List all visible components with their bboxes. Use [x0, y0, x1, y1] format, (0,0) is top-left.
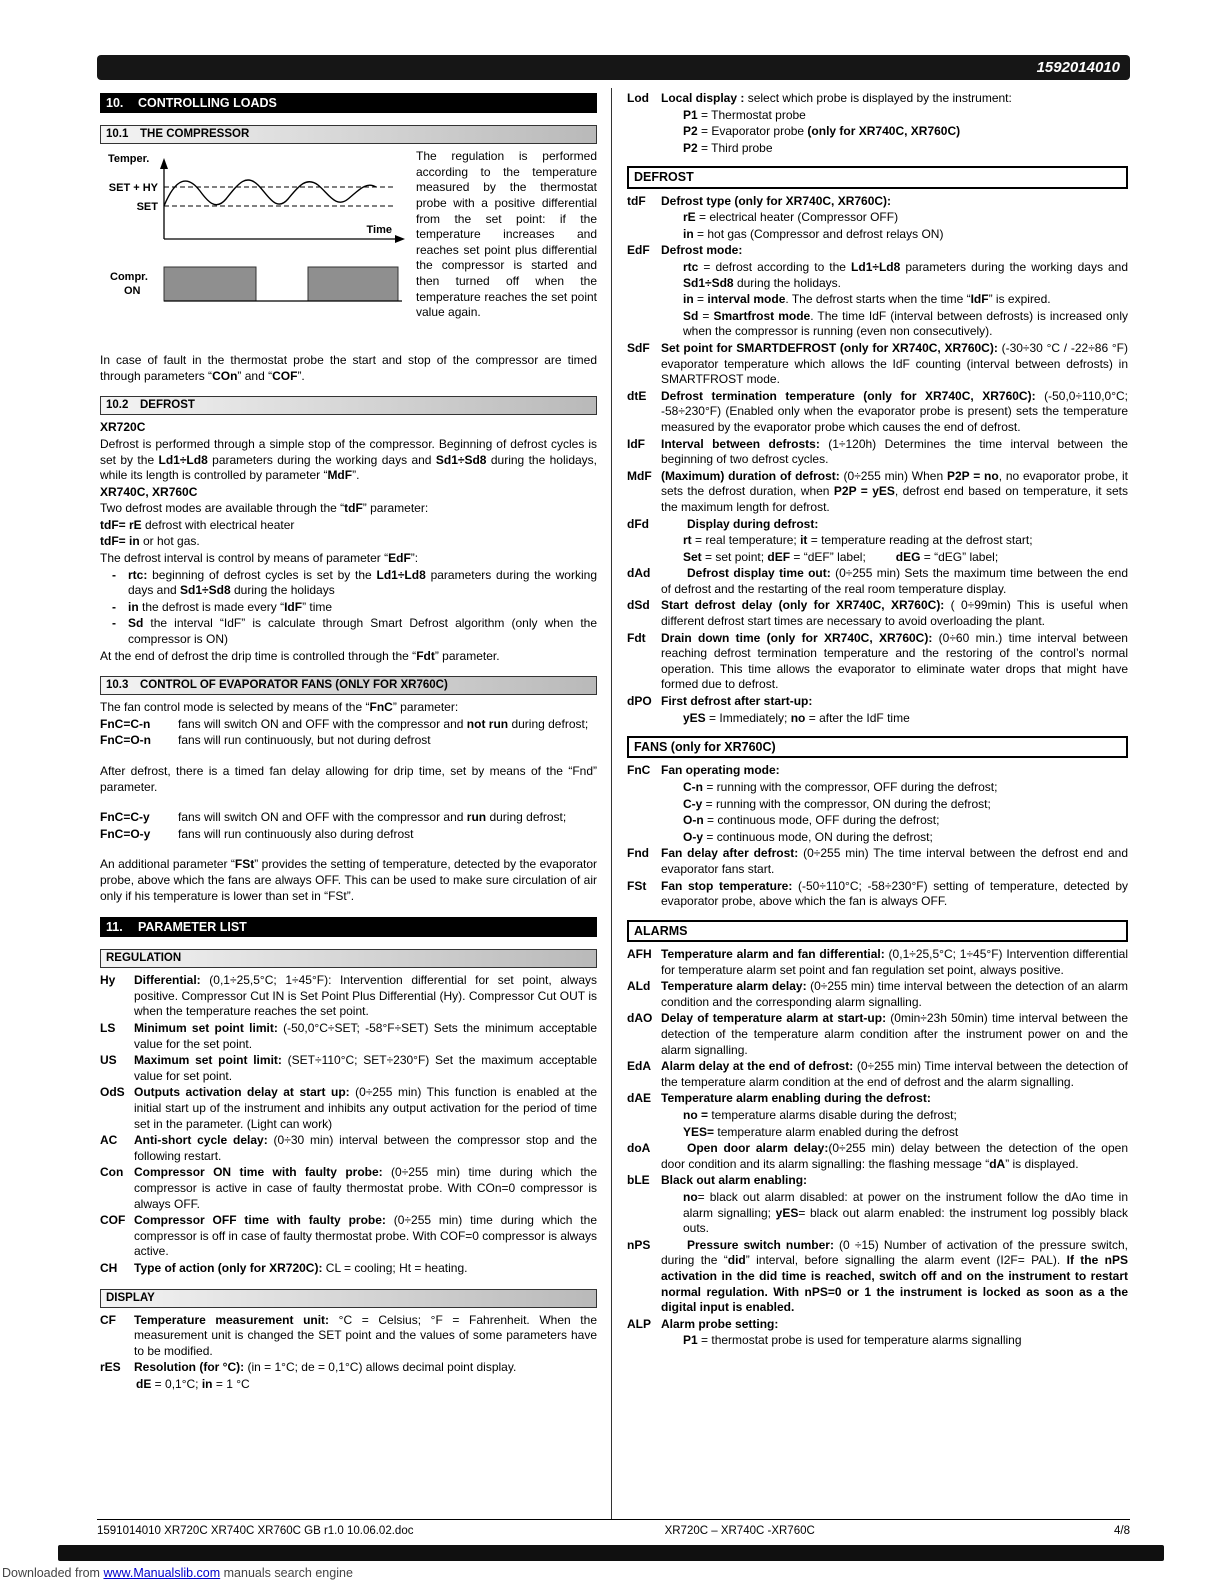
param-entry-OdS [100, 1085, 597, 1132]
param-entry-ALd [627, 979, 1128, 1010]
param-text: Defrost type (only for XR740C, XR760C): [661, 193, 892, 208]
param-entry-dSd [627, 598, 1128, 629]
param-text: Alarm delay at the end of defrost: (0÷255 min) Time interval between the detection of the temperature alarm condition at the end of defrost and the alarm signalling. [661, 1059, 1129, 1089]
param-code: CH [100, 1260, 118, 1275]
regulation-params-list [100, 973, 597, 1276]
text-line [100, 551, 597, 567]
param-text: YES= temperature alarm enabled during the defrost [683, 1124, 959, 1139]
param-text: Differential: (0,1÷25,5°C; 1÷45°F): Intervention differential for set point, always positive. Compressor Cut IN is Set Point Plus Differential (Hy). Compressor Cut OUT is when the temperature reaches the set point. [134, 973, 597, 1019]
param-code: SdF [627, 340, 650, 355]
param-code: EdA [627, 1059, 651, 1074]
param-text: Compressor OFF time with faulty probe: (0÷255 min) time during which the compressor is off in case of faulty thermostat probe. With COF=0 compressor is always active. [134, 1213, 597, 1259]
param-text: fans will switch ON and OFF with the compressor and run during defrost; [178, 810, 567, 825]
param-code: bLE [627, 1173, 650, 1188]
section-11-header [100, 917, 597, 937]
param-entry- [112, 616, 597, 647]
text-line [683, 550, 1128, 566]
section-number: 10. [106, 96, 124, 110]
column-divider [611, 88, 612, 1519]
param-text: in = interval mode. The defrost starts when the time “IdF” is expired. [683, 292, 1051, 307]
param-text: dE = 0,1°C; in = 1 °C [136, 1376, 250, 1391]
param-code: Fnd [627, 846, 649, 861]
param-text: Open door alarm delay:(0÷255 min) delay between the detection of the open door condition and its alarm signalling: the flashing message “dA” is displayed. [661, 1141, 1128, 1171]
text-line [683, 210, 1128, 226]
param-text: Fan operating mode: [661, 763, 780, 778]
param-entry-LS [100, 1021, 597, 1052]
param-text: yES = Immediately; no = after the IdF time [683, 710, 910, 725]
doc-number: 1592014010 [1036, 58, 1120, 76]
param-text: Alarm probe setting: [661, 1316, 779, 1331]
watermark-suffix: manuals search engine [220, 1566, 353, 1580]
params-group-title: DISPLAY [106, 1291, 155, 1304]
param-entry-IdF [627, 437, 1128, 468]
param-code: Hy [100, 973, 116, 988]
param-entry-CH [100, 1261, 597, 1277]
param-text: C-y = running with the compressor, ON during the defrost; [683, 796, 991, 811]
param-code: FnC=C-y [100, 810, 150, 825]
footer-filename: 1591014010 XR720C XR740C XR760C GB r1.0 10.06.02.doc [97, 1525, 414, 1537]
param-code: ALd [627, 979, 651, 994]
param-entry-ALP [627, 1317, 1128, 1333]
display-params-list [100, 1313, 597, 1393]
param-code: CF [100, 1312, 116, 1327]
header-bar [97, 55, 1130, 80]
text-line [683, 1190, 1128, 1237]
param-entry-dFd [627, 517, 1128, 533]
param-text: C-n = running with the compressor, OFF during the defrost; [683, 780, 998, 795]
regulation-params-header [100, 949, 597, 968]
text-line [100, 518, 597, 534]
defrost-section-text [100, 420, 597, 664]
param-entry-Hy [100, 973, 597, 1020]
param-entry-AC [100, 1133, 597, 1164]
text-line [683, 124, 1128, 140]
text-line [100, 485, 597, 501]
param-text: P1 = thermostat probe is used for temperature alarms signalling [683, 1333, 1022, 1348]
param-code: nPS [627, 1237, 651, 1252]
param-text: in = hot gas (Compressor and defrost relays ON) [683, 226, 944, 241]
param-text: Local display : select which probe is displayed by the instrument: [661, 91, 1012, 105]
param-code: FnC=O-n [100, 733, 151, 748]
param-text: Set = set point; dEF = “dEF” label; dEG = “dEG” label; [683, 549, 999, 564]
text-line [100, 764, 597, 795]
subsection-number: 10.1 [106, 128, 129, 141]
download-watermark [2, 1565, 353, 1581]
section-10-header [100, 93, 597, 113]
subsection-number: 10.3 [106, 679, 129, 692]
text-line [100, 649, 597, 665]
section-10-1-header [100, 125, 597, 144]
param-code: EdF [627, 243, 650, 258]
footer-page-number: 4/8 [1114, 1525, 1130, 1537]
temperature-curve [164, 180, 376, 206]
param-entry-AFH [627, 947, 1128, 978]
param-code: FnC=O-y [100, 826, 151, 841]
param-entry-dAd [627, 566, 1128, 597]
param-entry-dAE [627, 1091, 1128, 1107]
text-line [100, 437, 597, 484]
param-text: Start defrost delay (only for XR740C, XR760C): ( 0÷99min) This is useful when different defrost start times are necessary to avoid overloading the plant. [661, 598, 1128, 629]
param-entry-Fnd [627, 846, 1128, 877]
param-text: Temperature alarm and fan differential: (0,1÷25,5°C; 1÷45°F) Intervention differential for temperature alarm set point and fan regulation set point, always positive. [661, 947, 1128, 977]
param-code: FnC=C-n [100, 716, 151, 731]
param-text: Fan stop temperature: (-50÷110°C; -58÷230°F) setting of temperature, detected by evaporator probe, above which the fan is always OFF. [661, 878, 1128, 909]
param-code: FnC [627, 763, 651, 778]
regulation-description: The regulation is performed according to the temperature measured by the thermostat probe with a positive differential from the set point: if the temperature increases and reaches set point plus differential the compressor is started and then turned off when the temperature reaches the set point value again. [416, 149, 597, 320]
param-text: Defrost display time out: (0÷255 min) Sets the maximum time between the end of defrost and the restarting of the real room temperature display. [661, 566, 1128, 596]
param-text: Temperature alarm enabling during the defrost: [661, 1091, 931, 1106]
param-text: (Maximum) duration of defrost: (0÷255 min) When P2P = no, no evaporator probe, it sets the defrost duration, when P2P = yES, defrost end based on temperature, it sets the maximum length for defrost. [661, 468, 1129, 514]
text-line [100, 700, 597, 716]
param-entry-COF [100, 1213, 597, 1260]
param-text: Sd = Smartfrost mode. The time IdF (interval between defrosts) is increased only when the compressor is running (even non consecutively). [683, 308, 1128, 339]
param-entry-FSt [627, 879, 1128, 910]
param-code: FSt [627, 878, 647, 893]
param-text: Pressure switch number: (0 ÷15) Number of activation of the pressure switch, during the “did” interval, before signalling the alarm event (I2F= PAL). If the nPS activation in the did time is reached, switch off and on the instrument to restart normal regulation. With nPS=0 or 1 the instrument is locked as soon as a the digital input is enabled. [661, 1237, 1129, 1315]
param-code: AFH [627, 947, 652, 962]
param-entry-US [100, 1053, 597, 1084]
diagram-time-label: Time [366, 224, 392, 237]
compressor-on-block-1 [164, 267, 256, 301]
right-column [627, 91, 1128, 1350]
section-title: CONTROLLING LOADS [138, 96, 277, 110]
param-text: The fan control mode is selected by means of the “FnC” parameter: [100, 700, 459, 715]
param-text: tdF= in or hot gas. [100, 534, 200, 549]
param-text: O-n = continuous mode, OFF during the defrost; [683, 813, 940, 828]
fans-params-list [627, 763, 1128, 909]
param-text: P2 = Third probe [683, 140, 773, 155]
param-text: Delay of temperature alarm at start-up: (0min÷23h 50min) time interval between the detection of the temperature alarm condition after the instrument power on and the alarm signalling. [661, 1011, 1128, 1057]
alarms-params-list [627, 947, 1128, 1349]
fault-paragraph: In case of fault in the thermostat probe the start and stop of the compressor are timed through parameters “COn” and “COF”. [100, 353, 597, 383]
text-line [100, 501, 597, 517]
param-code: - [112, 616, 116, 631]
param-entry-EdA [627, 1059, 1128, 1090]
param-text: Defrost mode: [661, 243, 743, 258]
subsection-title: THE COMPRESSOR [140, 128, 250, 141]
param-code: US [100, 1053, 117, 1068]
param-entry-doA [627, 1141, 1128, 1172]
param-text: P2 = Evaporator probe (only for XR740C, XR760C) [683, 124, 961, 139]
param-code: ALP [627, 1316, 651, 1331]
param-text: After defrost, there is a timed fan delay allowing for drip time, set by means of the “Fnd” parameter. [100, 763, 597, 794]
param-entry-FnC [627, 763, 1128, 779]
section-number: 11. [106, 920, 123, 935]
text-line [683, 1125, 1128, 1141]
display-params-header [100, 1289, 597, 1308]
compressor-figure-row [100, 149, 597, 347]
fan-control-section-text [100, 700, 597, 904]
param-text: fans will run continuously, but not during defrost [178, 733, 431, 748]
diagram-temper-label: Temper. [108, 153, 150, 166]
param-entry-bLE [627, 1173, 1128, 1189]
param-text: XR720C [100, 420, 146, 435]
text-line [100, 857, 597, 904]
param-text: XR740C, XR760C [100, 484, 198, 499]
alarms-params-header: ALARMS [627, 920, 1128, 942]
section-10-3-header [100, 676, 597, 695]
param-text: Display during defrost: [687, 516, 819, 531]
text-line [683, 780, 1128, 796]
param-code: MdF [627, 468, 652, 483]
param-text: Set point for SMARTDEFROST (only for XR740C, XR760C): (-30÷30 °C / -22÷86 °F) evaporator temperature which allows the IdF counting (interval between defrosts) in SMARTFROST mode. [661, 340, 1128, 387]
x-axis-arrow [395, 235, 405, 243]
param-text: Black out alarm enabling: [661, 1173, 808, 1188]
param-entry-FnCCn [100, 717, 597, 733]
param-code: COF [100, 1213, 126, 1228]
text-line [683, 227, 1128, 243]
param-code: dSd [627, 598, 650, 613]
text-line [683, 292, 1128, 308]
param-entry-nPS [627, 1238, 1128, 1316]
param-code: Lod [627, 91, 649, 105]
param-text: in the defrost is made every “IdF” time [128, 599, 333, 614]
param-text: First defrost after start-up: [661, 694, 813, 709]
text-line [683, 830, 1128, 846]
param-text: Minimum set point limit: (-50,0°C÷SET; -58°F÷SET) Sets the minimum acceptable value for the set point. [134, 1021, 597, 1051]
page-footer [97, 1524, 1130, 1539]
param-text: Interval between defrosts: (1÷120h) Determines the time interval between the beginning of two defrost cycles. [661, 436, 1128, 467]
text-line [683, 141, 1128, 157]
param-text: Anti-short cycle delay: (0÷30 min) interval between the compressor stop and the following restart. [134, 1133, 598, 1163]
left-column [100, 93, 597, 1393]
params-group-title: REGULATION [106, 952, 182, 965]
subsection-title: DEFROST [140, 399, 195, 412]
defrost-params-list [627, 194, 1128, 727]
param-text: Two defrost modes are available through the “tdF” parameter: [100, 501, 429, 516]
param-entry-FnCCy [100, 810, 597, 826]
diagram-compr-label: Compr. [110, 271, 148, 284]
text-line [136, 1377, 597, 1393]
param-text: fans will run continuously also during defrost [178, 826, 414, 841]
param-text: Temperature alarm delay: (0÷255 min) time interval between the detection of an alarm condition and the corresponding alarm signalling. [661, 979, 1129, 1009]
param-code: Con [100, 1165, 124, 1180]
param-code: - [112, 567, 116, 582]
param-text: no = temperature alarms disable during the defrost; [683, 1108, 957, 1122]
bottom-black-bar [58, 1545, 1164, 1561]
param-entry-MdF [627, 469, 1128, 516]
param-text: Temperature measurement unit: °C = Celsius; °F = Fahrenheit. When the measurement unit is changed the SET point and the values of some parameters have to be modified. [134, 1312, 597, 1358]
param-entry- [112, 568, 597, 599]
param-text: The defrost interval is control by means of parameter “EdF”: [100, 551, 419, 566]
footer-models: XR720C – XR740C -XR760C [664, 1525, 815, 1537]
section-10-2-header [100, 396, 597, 415]
param-entry-dAO [627, 1011, 1128, 1058]
param-code: - [112, 599, 116, 614]
param-entry-Lod [627, 91, 1128, 107]
text-line [683, 533, 1128, 549]
text-line [683, 813, 1128, 829]
param-entry-Fdt [627, 631, 1128, 693]
param-entry-rES [100, 1360, 597, 1376]
text-line [683, 260, 1128, 291]
param-entry- [112, 600, 597, 616]
text-line [100, 420, 597, 436]
subsection-number: 10.2 [106, 399, 129, 412]
param-text: Defrost termination temperature (only for XR740C, XR760C): (-50,0÷110,0°C; -58÷230°F) (Enabled only when the evaporator probe is present) sets the temperature measured by the evaporator probe which causes the end of defrost. [661, 388, 1128, 434]
param-code: AC [100, 1133, 118, 1148]
param-entry-tdF [627, 194, 1128, 210]
param-text: rtc = defrost according to the Ld1÷Ld8 parameters during the working days and Sd1÷Sd8 during the holidays. [683, 260, 1129, 290]
watermark-prefix: Downloaded from [2, 1566, 104, 1580]
param-code: OdS [100, 1085, 125, 1100]
param-entry-CF [100, 1313, 597, 1360]
text-line [683, 108, 1128, 124]
text-line [683, 1333, 1128, 1349]
param-text: Maximum set point limit: (SET÷110°C; SET÷230°F) Set the maximum acceptable value for set point. [134, 1053, 597, 1083]
footer-rule [97, 1519, 1130, 1520]
section-title: PARAMETER LIST [138, 920, 247, 935]
param-entry-FnCOy [100, 827, 597, 843]
subsection-title: CONTROL OF EVAPORATOR FANS (ONLY FOR XR760C) [140, 679, 448, 692]
manualslib-link[interactable]: www.Manualslib.com [103, 1566, 221, 1580]
param-entry-Con [100, 1165, 597, 1212]
param-text: no= black out alarm disabled: at power on the instrument follow the dAo time in alarm signalling; yES= black out alarm enabled: the instrument log possibly black outs. [683, 1189, 1129, 1236]
param-code: doA [627, 1141, 651, 1156]
text-line [683, 797, 1128, 813]
diagram-on-label: ON [124, 285, 141, 298]
param-entry-dPO [627, 694, 1128, 710]
compressor-on-block-2 [308, 267, 398, 301]
param-code: dPO [627, 694, 652, 709]
param-text: P1 = Thermostat probe [683, 107, 806, 122]
text-line [100, 534, 597, 550]
text-line [683, 1108, 1128, 1124]
param-code: tdF [627, 193, 646, 208]
param-text: Fan delay after defrost: (0÷255 min) The time interval between the defrost end and evaporator fans start. [661, 846, 1129, 877]
param-text: An additional parameter “FSt” provides the setting of temperature, detected by the evaporator probe, above which the fans are always OFF. This can be used to make sure circulation of air only if his temperature is lower than set in “FSt”. [100, 857, 597, 903]
diagram-set-label: SET [136, 201, 158, 214]
param-code: Fdt [627, 630, 646, 645]
param-text: Sd the interval “IdF” is calculate through Smart Defrost algorithm (only when the compressor is ON) [128, 616, 597, 647]
y-axis-arrow [160, 158, 168, 169]
param-code: dFd [627, 516, 649, 531]
param-text: Type of action (only for XR720C): CL = cooling; Ht = heating. [134, 1260, 468, 1275]
defrost-params-header: DEFROST [627, 166, 1128, 188]
param-code: dtE [627, 388, 647, 403]
param-entry-SdF [627, 341, 1128, 388]
param-text: Outputs activation delay at start up: (0÷255 min) This function is enabled at the initial start up of the instrument and inhibits any output activation for the period of time set in the parameter. (Light can work) [134, 1085, 598, 1131]
param-text: At the end of defrost the drip time is controlled through the “Fdt” parameter. [100, 648, 500, 663]
param-code: rES [100, 1360, 121, 1375]
param-text: Compressor ON time with faulty probe: (0÷255 min) time during which the compressor is active in case of faulty thermostat probe. With COn=0 compressor is always OFF. [134, 1165, 597, 1211]
param-entry-dtE [627, 389, 1128, 436]
param-text: Resolution (for °C): (in = 1°C; de = 0,1°C) allows decimal point display. [134, 1360, 517, 1375]
param-text: O-y = continuous mode, ON during the defrost; [683, 829, 933, 844]
diagram-set-hy-label: SET + HY [108, 182, 158, 195]
param-text: Drain down time (only for XR740C, XR760C): (0÷60 min.) time interval between reaching defrost termination temperature and the restoring of the control’s normal operation. This time allows the evaporator to eliminate water drops that might have formed due to defrost. [661, 630, 1128, 692]
param-code: IdF [627, 436, 645, 451]
param-text: rt = real temperature; it = temperature reading at the defrost start; [683, 533, 1033, 548]
param-code: dAE [627, 1091, 651, 1106]
param-text: rE = electrical heater (Compressor OFF) [683, 210, 899, 225]
compressor-diagram [100, 149, 406, 347]
param-text: Defrost is performed through a simple stop of the compressor. Beginning of defrost cycles is set by the Ld1÷Ld8 parameters during the working days and Sd1÷Sd8 during the holidays, while its length is controlled by parameter “MdF”. [100, 436, 597, 483]
param-code: dAO [627, 1011, 653, 1026]
param-code: LS [100, 1021, 116, 1036]
param-entry-EdF [627, 243, 1128, 259]
fans-params-header: FANS (only for XR760C) [627, 736, 1128, 758]
param-text: fans will switch ON and OFF with the compressor and not run during defrost; [178, 716, 589, 731]
param-entry-FnCOn [100, 733, 597, 749]
param-text: tdF= rE defrost with electrical heater [100, 517, 295, 532]
text-line [683, 711, 1128, 727]
param-text: rtc: beginning of defrost cycles is set by the Ld1÷Ld8 parameters during the working days and Sd1÷Sd8 during the holidays [128, 567, 597, 598]
local-display-params-list [627, 91, 1128, 156]
text-line [683, 309, 1128, 340]
param-code: dAd [627, 566, 651, 581]
